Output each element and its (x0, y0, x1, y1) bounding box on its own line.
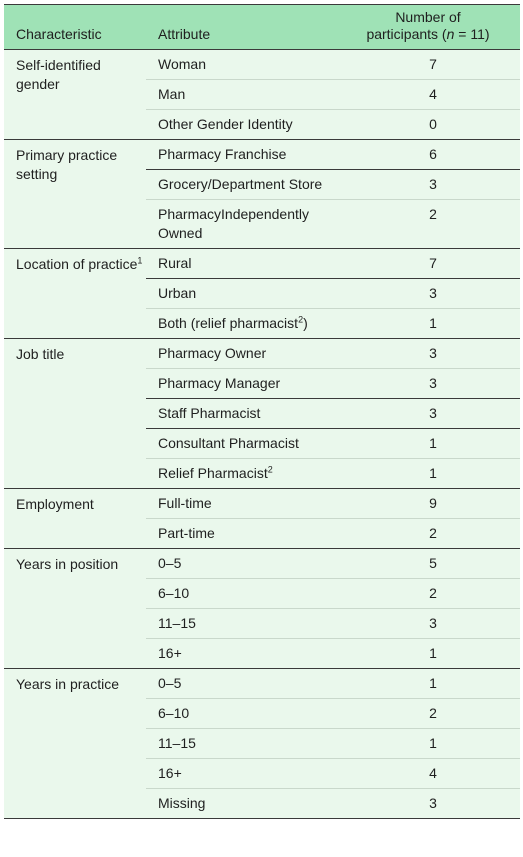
participant-count: 1 (346, 309, 520, 339)
table-row (4, 669, 520, 699)
characteristic-label: Location of practice (16, 256, 138, 272)
characteristic-label: Job title (16, 346, 65, 362)
participant-count: 6 (346, 140, 520, 170)
participant-count: 3 (346, 170, 520, 200)
characteristic-cell (4, 140, 146, 249)
header-row (4, 5, 520, 50)
participant-count: 9 (346, 489, 520, 519)
characteristic-cell (4, 489, 146, 549)
attribute-cell (146, 759, 346, 789)
attribute-cell (146, 789, 346, 819)
header-participants-n: n (446, 26, 455, 42)
attribute-cell (146, 309, 346, 339)
table-row (4, 549, 520, 579)
attribute-label: Rural (158, 255, 192, 271)
header-attribute: Attribute (146, 5, 346, 50)
participant-characteristics-table (4, 4, 520, 819)
participant-count: 2 (346, 579, 520, 609)
header-characteristic: Characteristic (4, 5, 146, 50)
characteristic-cell (4, 669, 146, 819)
attribute-label: Missing (158, 795, 206, 811)
participant-count: 3 (346, 609, 520, 639)
attribute-cell (146, 50, 346, 80)
attribute-cell (146, 339, 346, 369)
characteristic-label: Years in practice (16, 676, 119, 692)
participant-count: 7 (346, 249, 520, 279)
attribute-label: 11–15 (158, 735, 196, 751)
attribute-cell (146, 429, 346, 459)
participant-count: 1 (346, 729, 520, 759)
attribute-suffix: ) (303, 315, 308, 331)
participant-count: 3 (346, 789, 520, 819)
characteristic-label: Employment (16, 496, 94, 512)
participant-count: 3 (346, 369, 520, 399)
characteristic-cell (4, 549, 146, 669)
attribute-cell (146, 699, 346, 729)
footnote-marker: 1 (137, 255, 143, 266)
footnote-marker: 2 (298, 314, 304, 325)
attribute-cell (146, 249, 346, 279)
participant-count: 2 (346, 699, 520, 729)
participant-count: 1 (346, 669, 520, 699)
table-row (4, 50, 520, 80)
attribute-cell (146, 200, 346, 249)
table-row (4, 249, 520, 279)
attribute-label: Grocery/Department Store (158, 176, 323, 192)
attribute-label: Part-time (158, 525, 215, 541)
header-participants (346, 5, 520, 50)
attribute-cell (146, 399, 346, 429)
characteristic-label: Self-identified gender (16, 57, 101, 92)
participant-count: 2 (346, 519, 520, 549)
attribute-cell (146, 110, 346, 140)
header-participants-pre: participants ( (366, 26, 447, 42)
table-row (4, 140, 520, 170)
attribute-label: 0–5 (158, 555, 182, 571)
attribute-cell (146, 80, 346, 110)
attribute-label: 6–10 (158, 585, 190, 601)
characteristic-label: Primary practice setting (16, 147, 118, 182)
attribute-label: Pharmacy Manager (158, 375, 281, 391)
attribute-cell (146, 459, 346, 489)
characteristic-cell (4, 50, 146, 140)
participant-count: 7 (346, 50, 520, 80)
attribute-label: 16+ (158, 645, 182, 661)
attribute-cell (146, 489, 346, 519)
footnote-marker: 2 (267, 464, 273, 475)
attribute-label: Relief Pharmacist (158, 465, 268, 481)
header-participants-post: = 11) (454, 26, 490, 42)
attribute-cell (146, 369, 346, 399)
participant-count: 5 (346, 549, 520, 579)
attribute-label: Full-time (158, 495, 212, 511)
attribute-label: Other Gender Identity (158, 116, 293, 132)
header-participants-line1: Number of (395, 9, 461, 25)
participant-count: 3 (346, 339, 520, 369)
characteristic-cell (4, 339, 146, 489)
participant-count: 0 (346, 110, 520, 140)
attribute-label: Consultant Pharmacist (158, 435, 299, 451)
attribute-cell (146, 729, 346, 759)
attribute-label: Woman (158, 56, 206, 72)
attribute-label: Pharmacy Franchise (158, 146, 287, 162)
attribute-cell (146, 609, 346, 639)
attribute-label: Both (relief pharmacist (158, 315, 299, 331)
table-row (4, 339, 520, 369)
attribute-label: 11–15 (158, 615, 196, 631)
participant-count: 3 (346, 279, 520, 309)
attribute-label: 16+ (158, 765, 182, 781)
attribute-label: Pharmacy Owner (158, 345, 267, 361)
table-row (4, 489, 520, 519)
attribute-cell (146, 519, 346, 549)
attribute-cell (146, 140, 346, 170)
participant-count: 4 (346, 759, 520, 789)
participant-count: 4 (346, 80, 520, 110)
characteristic-cell (4, 249, 146, 339)
attribute-cell (146, 279, 346, 309)
attribute-label: Staff Pharmacist (158, 405, 261, 421)
attribute-cell (146, 549, 346, 579)
attribute-label: Man (158, 86, 186, 102)
characteristic-label: Years in position (16, 556, 119, 572)
participant-count: 1 (346, 429, 520, 459)
attribute-label: PharmacyIndependently Owned (158, 206, 309, 241)
participant-count: 1 (346, 639, 520, 669)
table-body (4, 50, 520, 819)
attribute-cell (146, 170, 346, 200)
attribute-cell (146, 639, 346, 669)
participant-count: 1 (346, 459, 520, 489)
attribute-cell (146, 579, 346, 609)
participant-count: 3 (346, 399, 520, 429)
attribute-label: 0–5 (158, 675, 182, 691)
participant-count: 2 (346, 200, 520, 249)
attribute-cell (146, 669, 346, 699)
attribute-label: 6–10 (158, 705, 190, 721)
attribute-label: Urban (158, 285, 197, 301)
